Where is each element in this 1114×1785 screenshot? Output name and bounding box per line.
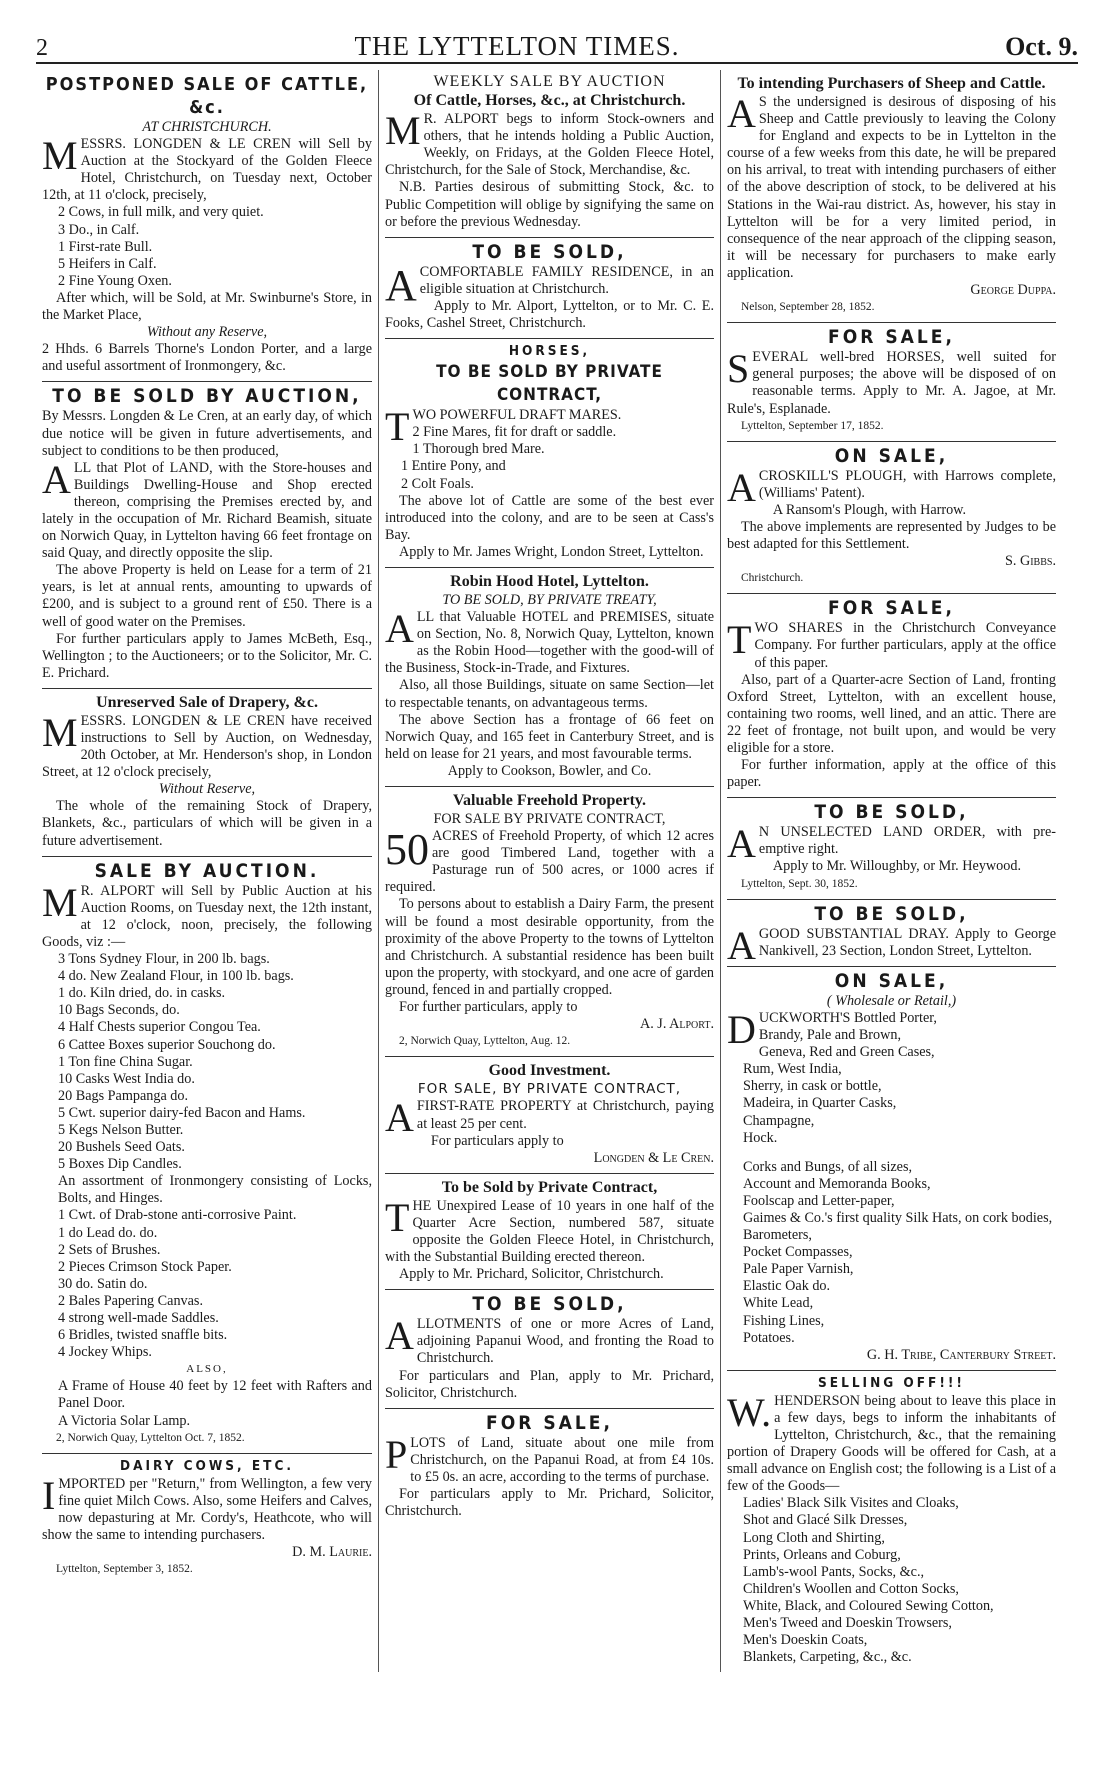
ad-heading: FOR SALE, [486,1411,613,1434]
ad-dateline: Nelson, September 28, 1852. [741,301,875,314]
ad-body: FIRST-RATE PROPERTY at Christchurch, paying at least 25 per cent. [416,1098,714,1132]
list-item: 3 Tons Sydney Flour, in 200 lb. bags. [58,951,270,968]
ad-dateline: Christchurch. [741,572,804,585]
ad-heading: TO BE SOLD, [472,1293,627,1316]
list-item: Madeira, in Quarter Casks, [743,1095,897,1112]
list-item: 10 Bags Seconds, do. [58,1002,180,1019]
list-item: Prints, Orleans and Coburg, [743,1546,901,1563]
ad-paragraph: Also, part of a Quarter-acre Section of Land, fronting Oxford Street, Lyttelton, with an excellent house, containing two rooms, well lined, and an attic. There are 22 feet of frontage, not built upon, and would be very eligible for a store. [727,671,1056,756]
list-item: 5 Cwt. superior dairy-fed Bacon and Hams. [58,1104,306,1121]
ad-subheading: FOR SALE BY PRIVATE CONTRACT, [433,811,666,827]
ad-heading: FOR SALE, [828,326,955,349]
ad-subheading: FOR SALE, BY PRIVATE CONTRACT, [417,1081,682,1098]
ad-body: N UNSELECTED LAND ORDER, with pre-emptive right. [758,824,1056,858]
ad-body: WO POWERFUL DRAFT MARES. [412,407,622,424]
ad-signature: G. H. Tribe, Canterbury Street. [866,1346,1056,1363]
list-item: Barometers, [743,1227,812,1244]
list-item: 2 Colt Foals. [401,475,474,492]
ad-signature: Longden & Le Cren. [593,1149,714,1166]
ad-dateline: Lyttelton, Sept. 30, 1852. [741,877,858,890]
ad-dateline: Lyttelton, September 17, 1852. [741,419,884,432]
ad-paragraph: The above implements are represented by Judges to be best adapted for this Settlement. [727,518,1056,553]
drop-cap: M [42,709,78,755]
ad-body: HENDERSON being about to leave this place in a few days, begs to inform the inhabitants of Lyttelton, Christchurch, &c., that the remaining portion of Drapery Goods will be offered for Cash, at a small advance on English cost; the following is a List of a few of the Goods— [727,1392,1057,1495]
list-item: Fishing Lines, [743,1312,825,1329]
ad-paragraph: N.B. Parties desirous of submitting Stock, &c. to Public Competition will oblige by signifying the same on or before the previous Wednesday. [385,179,714,230]
ad-sale-by-auction [42,857,372,1454]
list-item: White, Black, and Coloured Sewing Cotton, [743,1597,994,1614]
list-item: 2 Fine Young Oxen. [58,272,172,289]
ad-heading: FOR SALE, [828,597,955,620]
ad-to-be-sold-by-auction [42,382,372,689]
ad-robin-hood-hotel [385,568,714,787]
drop-cap: M [42,879,78,925]
ad-heading: TO BE SOLD BY AUCTION, [52,385,362,408]
list-item: 3 Do., in Calf. [58,221,140,238]
ad-good-investment [385,1057,714,1173]
ad-paragraph: The above Property is held on Lease for a term of 21 years, is let at annual rents, amounting to upwards of £200, and is subject to a ground rent of £50. There is a well of good water on the Premises. [42,562,372,630]
list-item: Men's Doeskin Coats, [743,1632,868,1649]
masthead [36,18,1078,64]
ad-body: R. ALPORT will Sell by Public Auction at his Auction Rooms, on Tuesday next, the 12th instant, at 12 o'clock, noon, precisely, the following Goods, viz :— [42,882,372,950]
list-item: 1 do Lead do. do. [58,1224,158,1241]
drop-cap: S [727,346,750,392]
ad-heading: POSTPONED SALE OF CATTLE, &c. [45,74,369,118]
ad-heading: DAIRY COWS, ETC. [120,1457,294,1474]
ad-dateline: 2, Norwich Quay, Lyttelton, Aug. 12. [399,1035,571,1048]
ad-heading: TO BE SOLD, [814,902,969,925]
column-3 [720,70,1062,1672]
list-item: Blankets, Carpeting, &c., &c. [743,1649,912,1666]
ad-heading: Unreserved Sale of Drapery, &c. [96,693,318,711]
ad-plots-of-land [385,1409,714,1526]
ad-body: GOOD SUBSTANTIAL DRAY. Apply to George Nankivell, 23 Section, London Street, Lyttelton. [758,925,1056,959]
ad-horses-for-sale [727,323,1056,441]
ad-paragraph: For further particulars, apply to [399,999,578,1016]
list-item: 5 Kegs Nelson Butter. [58,1121,184,1138]
drop-cap: A [385,1095,414,1141]
ad-paragraph: For particulars apply to [430,1132,564,1149]
ad-paragraph: A Ransom's Plough, with Harrow. [772,501,967,518]
ad-heading: SELLING OFF!!! [818,1374,965,1391]
list-item: 4 Jockey Whips. [58,1344,152,1361]
drop-cap: T [385,404,410,450]
ad-body: HE Unexpired Lease of 10 years in one half of the Quarter Acre Section, numbered 587, situate opposite the Golden Fleece Hotel, in Christchurch, with the Substantial Building erected thereon. [385,1197,714,1266]
list-item: 20 Bags Pampanga do. [58,1087,189,1104]
list-item: 4 do. New Zealand Flour, in 100 lb. bags. [58,968,294,985]
ad-apply: Apply to Cookson, Bowler, and Co. [447,762,652,779]
ad-heading: SALE BY AUCTION. [94,859,320,882]
list-item: Long Cloth and Shirting, [743,1529,885,1546]
ad-weekly-sale-by-auction [385,70,714,238]
ad-paragraph: For further information, apply at the office of this paper. [727,757,1056,791]
issue-date: Oct. 9. [1005,32,1078,61]
drop-cap: P [385,1431,408,1477]
ad-paragraph: Apply to Mr. James Wright, London Street, Lyttelton. [399,543,704,560]
ad-heading: To intending Purchasers of Sheep and Cattle. [737,75,1046,92]
columns [36,70,1078,1672]
ad-heading: Robin Hood Hotel, Lyttelton. [450,572,649,590]
ad-unexpired-lease [385,1174,714,1290]
ad-paragraph: Apply to Mr. Willoughby, or Mr. Heywood. [772,858,1021,875]
list-item: Rum, West India, [743,1061,842,1078]
ad-horses-private-contract [385,339,714,568]
ad-dateline: 2, Norwich Quay, Lyttelton Oct. 7, 1852. [56,1431,245,1444]
ad-freehold-property [385,787,714,1057]
list-item: Pale Paper Varnish, [743,1261,854,1278]
ad-body: EVERAL well-bred HORSES, well suited for general purposes; the above will be disposed of on reasonable terms. Apply to Mr. A. Jagoe, at Mr. Rule's, Esplanade. [727,349,1056,417]
ad-also: ALSO, [186,1363,228,1376]
column-1 [36,70,378,1672]
list-item: 1 First-rate Bull. [58,238,153,255]
ad-paragraph: For particulars apply to Mr. Prichard, Solicitor, Christchurch. [385,1486,714,1520]
ad-croskills-plough [727,442,1056,595]
ad-heading: TO BE SOLD, [472,240,627,263]
ad-paragraph: Apply to Mr. Alport, Lyttelton, or to Mr. C. E. Fooks, Cashel Street, Christchurch. [385,297,714,332]
ad-body: WO SHARES in the Christchurch Conveyance Company. For further particulars, apply at the office of this paper. [754,620,1056,671]
ad-subheading: AT CHRISTCHURCH. [142,119,272,135]
drop-cap: T [385,1194,410,1240]
list-item: 2 Cows, in full milk, and very quiet. [58,204,264,221]
ad-body: ESSRS. LONGDEN & LE CREN will Sell by Auction at the Stockyard of the Golden Fleece Hotel, Christchurch, on Tuesday next, October 12th, at 11 o'clock, precisely, [42,136,372,204]
list-item: Account and Memoranda Books, [743,1175,931,1192]
list-item: 1 Thorough bred Mare. [412,441,545,458]
list-item: Pocket Compasses, [743,1244,853,1261]
ad-paragraph: Apply to Mr. Prichard, Solicitor, Christchurch. [399,1266,664,1283]
list-item: Potatoes. [743,1329,795,1346]
ad-body: R. ALPORT begs to inform Stock-owners and others, that he intends holding a Public Auction, Weekly, on Fridays, at the Golden Fleece Hotel, Christchurch, for the Sale of Stock, Merchandise, &c. [385,111,714,179]
ad-pre-heading: HORSES, [508,343,591,360]
ad-subheading: TO BE SOLD, BY PRIVATE TREATY, [442,591,657,608]
drop-cap: 50 [385,825,429,875]
ad-paragraph: The above lot of Cattle are some of the best ever introduced into the colony, and are to be seen at Cass's Bay. [385,492,714,543]
drop-cap: M [42,133,78,179]
list-item: Men's Tweed and Doeskin Trowsers, [743,1615,952,1632]
list-item: 6 Bridles, twisted snaffle bits. [58,1327,228,1344]
ad-signature: D. M. Laurie. [292,1544,372,1561]
list-item: Gaimes & Co.'s first quality Silk Hats, on cork bodies, [743,1209,1053,1226]
drop-cap: A [385,260,417,310]
list-item: 1 Cwt. of Drab-stone anti-corrosive Paint. [58,1207,297,1224]
list-item: 2 Fine Mares, fit for draft or saddle. [412,424,617,441]
ad-sheep-and-cattle [727,70,1056,323]
ad-body: LL that Plot of LAND, with the Store-houses and Buildings Dwelling-House and Shop erected thereon, comprising the Premises erected by, and lately in the occupation of Mr. Richard Beamish, situate on Norwich Quay, in Lyttelton having 66 feet frontage on said Quay, and directly opposite the slip. [42,459,372,562]
ad-body: COMFORTABLE FAMILY RESIDENCE, in an eligible situation at Christchurch. [419,263,714,297]
drop-cap: T [727,617,752,663]
ad-paragraph: For particulars and Plan, apply to Mr. Prichard, Solicitor, Christchurch. [385,1367,714,1401]
list-item: Sherry, in cask or bottle, [743,1078,882,1095]
list-item: 20 Bushels Seed Oats. [58,1139,185,1156]
list-item: 2 Pieces Crimson Stock Paper. [58,1258,232,1275]
ad-paragraph: After which, will be Sold, at Mr. Swinburne's Store, in the Market Place, [42,289,372,324]
ad-duckworths-porter [727,967,1056,1371]
list-item: Brandy, Pale and Brown, [758,1027,902,1044]
ad-reserve: Without any Reserve, [146,324,268,341]
ad-body: LL that Valuable HOTEL and PREMISES, situate on Section, No. 8, Norwich Quay, Lyttelton, known as the Robin Hood—together with the good-will of the Business, Stock-in-Trade, and Fixtures. [385,609,714,677]
list-item: 2 Sets of Brushes. [58,1241,161,1258]
ad-heading: Valuable Freehold Property. [452,792,647,809]
ad-heading: WEEKLY SALE BY AUCTION [433,73,666,90]
ad-signature: S. Gibbs. [1004,553,1056,570]
list-item: 1 Ton fine China Sugar. [58,1053,193,1070]
ad-body: ESSRS. LONGDEN & LE CREN have received instructions to Sell by Auction, on Wednesday, 20th October, at Mr. Henderson's shop, in London Street, at 12 o'clock precisely, [42,712,372,781]
drop-cap: A [727,922,756,968]
ad-dairy-cows [42,1454,372,1585]
list-item: 2 Bales Papering Canvas. [58,1292,203,1309]
list-item: Champagne, [743,1112,815,1129]
ad-paragraph: The whole of the remaining Stock of Drapery, Blankets, &c., particulars of which will be given in a future advertisement. [42,798,372,849]
newspaper-title: THE LYTTELTON TIMES. [354,31,680,61]
ad-allotments [385,1290,714,1408]
ad-two-shares [727,594,1056,798]
ad-intro: By Messrs. Longden & Le Cren, at an early day, of which due notice will be given in future advertisements, and subject to conditions to be then produced, [42,408,372,459]
list-item: Shot and Glacé Silk Dresses, [743,1512,908,1529]
drop-cap: W. [727,1389,772,1435]
list-item: 4 strong well-made Saddles. [58,1310,219,1326]
list-item: White Lead, [743,1295,814,1312]
drop-cap: A [727,821,756,867]
list-item: Elastic Oak do. [743,1278,831,1295]
list-item: An assortment of Ironmongery consisting of Locks, Bolts, and Hinges. [58,1173,372,1207]
ad-selling-off [727,1371,1056,1673]
list-item: 6 Cattee Boxes superior Souchong do. [58,1036,276,1053]
ad-body: UCKWORTH'S Bottled Porter, [758,1009,937,1026]
list-item: A Victoria Solar Lamp. [58,1412,191,1429]
ad-heading: To be Sold by Private Contract, [441,1178,658,1196]
ad-paragraph: For further particulars apply to James McBeth, Esq., Wellington ; to the Auctioneers; or to the Solicitor, Mr. C. E. Prichard. [42,630,372,681]
ad-heading: ON SALE, [834,444,949,467]
ad-reserve: Without Reserve, [158,781,256,798]
list-item: 5 Boxes Dip Candles. [58,1156,182,1173]
ad-land-order [727,798,1056,899]
ad-body: ACRES of Freehold Property, of which 12 acres are good Timbered Land, together with a Pasturage run of 500 acres, or 1000 acres if required. [385,828,714,896]
ad-paragraph: 2 Hhds. 6 Barrels Thorne's London Porter, and a large and useful assortment of Ironmongery, &c. [42,341,372,375]
drop-cap: A [42,456,71,502]
list-item: Ladies' Black Silk Visites and Cloaks, [743,1495,959,1512]
ad-substantial-dray [727,900,1056,967]
ad-body: CROSKILL'S PLOUGH, with Harrows complete, (Williams' Patent). [758,467,1056,501]
list-item: 4 Half Chests superior Congou Tea. [58,1019,261,1036]
ad-heading: TO BE SOLD, [814,801,969,824]
ad-heading: ON SALE, [834,969,949,992]
column-2 [378,70,720,1672]
list-item: A Frame of House 40 feet by 12 feet with Rafters and Panel Door. [58,1378,372,1412]
ad-signature: A. J. Alport. [639,1016,714,1033]
ad-signature: George Duppa. [970,282,1056,299]
ad-body: LOTS of Land, situate about one mile from Christchurch, on the Papanui Road, at from £4 10s. to £5 0s. an acre, according to the terms of purchase. [410,1434,714,1485]
drop-cap: A [385,1313,414,1359]
page-number: 2 [36,35,48,61]
ad-paragraph: The above Section has a frontage of 66 feet on Norwich Quay, and 165 feet in Canterbury Street, and is held on lease for 21 years, and most favourable terms. [385,711,714,762]
ad-body: S the undersigned is desirous of disposing of his Sheep and Cattle previously to leaving the Colony for England and expects to be in Lyttelton in the course of a few weeks from this date, he will be prepared on his arrival, to treat with intending purchasers of either of the above description of stock, to be delivered at his Stations in the Wai-rau district. As, however, his stay in Lyttelton will be for a very limited period, in consequence of the near approach of the clipping season, it will be necessary for purchasers to make early application. [727,94,1056,281]
ad-postponed-sale-of-cattle [42,70,372,382]
ad-heading: TO BE SOLD BY PRIVATE CONTRACT, [436,362,663,406]
ad-dateline: Lyttelton, September 3, 1852. [56,1563,193,1576]
ad-subheading: ( Wholesale or Retail,) [826,992,957,1009]
ad-unreserved-sale-of-drapery [42,689,372,857]
list-item: 1 do. Kiln dried, do. in casks. [58,985,226,1002]
drop-cap: A [385,606,414,652]
drop-cap: A [727,464,756,510]
drop-cap: M [385,108,421,154]
list-item: 10 Casks West India do. [58,1070,195,1087]
ad-paragraph: Also, all those Buildings, situate on same Section—let to respectable tenants, on advantageous terms. [385,677,714,711]
ad-subheading: Of Cattle, Horses, &c., at Christchurch. [413,92,686,110]
ad-body: LLOTMENTS of one or more Acres of Land, adjoining Papanui Wood, and fronting the Road to Christchurch. [416,1316,714,1367]
ad-body: MPORTED per "Return," from Wellington, a few very fine quiet Milch Cows. Also, some Heifers and Calves, now depasturing at Mr. Cordy's, Heathcote, who will show the same to intending purchasers. [42,1475,372,1544]
list-item: Corks and Bungs, of all sizes, [743,1158,913,1175]
list-item: Hock. [743,1129,778,1146]
list-item: Lamb's-wool Pants, Socks, &c., [743,1563,925,1580]
drop-cap: A [727,91,756,136]
list-item: Children's Woollen and Cotton Socks, [743,1580,959,1597]
list-item: 5 Heifers in Calf. [58,255,157,272]
list-item: 30 do. Satin do. [58,1275,148,1292]
list-item: Geneva, Red and Green Cases, [758,1044,935,1061]
list-item: 1 Entire Pony, and [401,458,506,475]
ad-heading: Good Investment. [488,1062,611,1080]
ad-family-residence [385,238,714,339]
ad-paragraph: To persons about to establish a Dairy Farm, the present will be found a most desirable opportunity, from the proximity of the above Property to the towns of Lyttelton and Christchurch. A substantial residence has been built upon the property, with stockyard, and one acre of garden ground, fenced in and partially cropped. [385,896,714,998]
drop-cap: I [42,1472,56,1518]
drop-cap: D [727,1006,756,1052]
list-item: Foolscap and Letter-paper, [743,1192,895,1209]
